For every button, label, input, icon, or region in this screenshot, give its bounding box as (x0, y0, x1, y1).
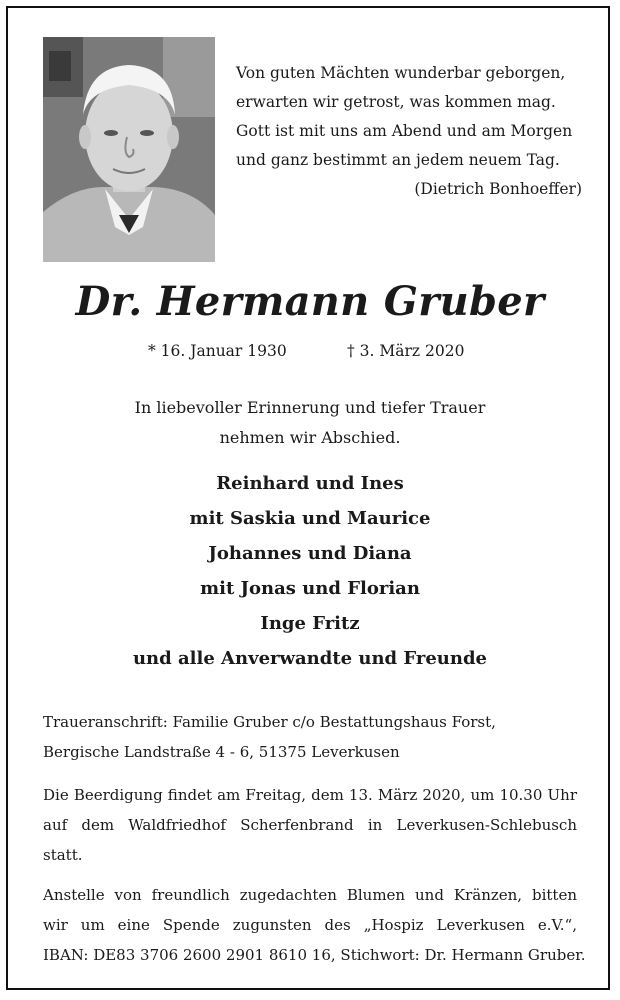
address-paragraph (43, 707, 577, 767)
funeral-paragraph (43, 780, 577, 870)
portrait-image (43, 37, 215, 262)
poem-author: (Dietrich Bonhoeffer) (414, 180, 582, 198)
poem-line: und ganz bestimmt an jedem neuem Tag. (236, 151, 560, 169)
poem-line: Gott ist mit uns am Abend und am Morgen (236, 122, 573, 140)
birth-date: * 16. Januar 1930 (148, 342, 287, 360)
donation-line: IBAN: DE83 3706 2600 2901 8610 16, Stichwort: Dr. Hermann Gruber. (43, 946, 586, 964)
intro-line: nehmen wir Abschied. (219, 428, 401, 447)
funeral-line: statt. (43, 846, 83, 864)
address-line: Bergische Landstraße 4 - 6, 51375 Leverkusen (43, 743, 400, 761)
death-date: † 3. März 2020 (347, 342, 465, 360)
intro-text (0, 393, 620, 453)
funeral-line: auf dem Waldfriedhof Scherfenbrand in Leverkusen-Schlebusch (43, 816, 577, 834)
family-member: Inge Fritz (260, 613, 360, 634)
funeral-line: Die Beerdigung findet am Freitag, dem 13. März 2020, um 10.30 Uhr (43, 786, 577, 804)
family-member: und alle Anverwandte und Freunde (132, 648, 488, 669)
poem (236, 59, 582, 204)
donation-line: wir um eine Spende zugunsten des „Hospiz Leverkusen e.V.“, (43, 916, 577, 934)
deceased-name: Dr. Hermann Gruber (75, 278, 545, 325)
intro-line: In liebevoller Erinnerung und tiefer Trauer (134, 398, 486, 417)
family-list (0, 466, 620, 676)
portrait-photo (43, 37, 215, 262)
family-member: Johannes und Diana (208, 543, 412, 564)
poem-line: Von guten Mächten wunderbar geborgen, (236, 64, 566, 82)
family-member: Reinhard und Ines (216, 473, 404, 494)
poem-line: erwarten wir getrost, was kommen mag. (236, 93, 556, 111)
donation-line: Anstelle von freundlich zugedachten Blumen und Kränzen, bitten (43, 886, 577, 904)
address-line: Traueranschrift: Familie Gruber c/o Bestattungshaus Forst, (43, 713, 496, 731)
donation-paragraph (43, 880, 586, 970)
family-member: mit Jonas und Florian (200, 578, 420, 599)
family-member: mit Saskia und Maurice (189, 508, 431, 529)
